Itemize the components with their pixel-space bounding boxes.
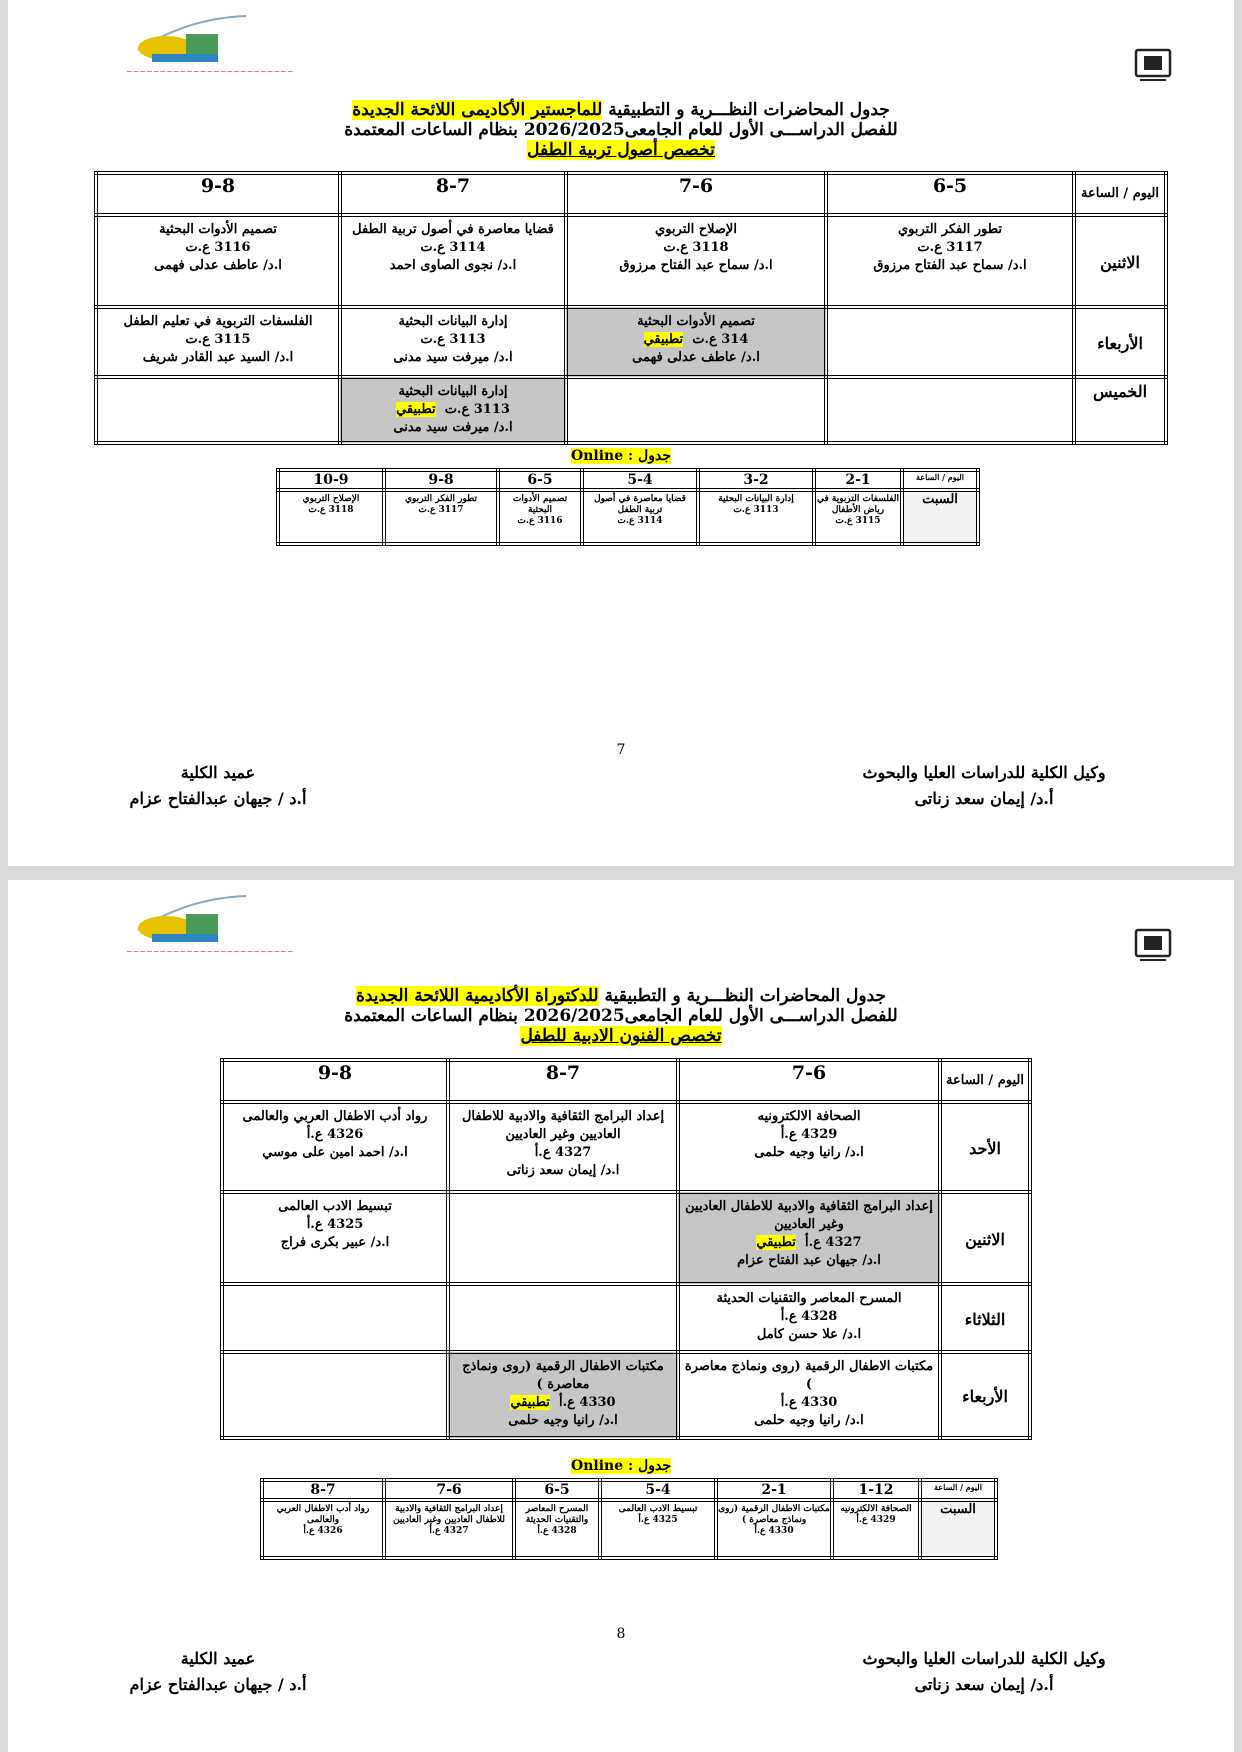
time-header: 1-12 bbox=[832, 1480, 920, 1500]
dean-signature bbox=[108, 1646, 328, 1698]
online-class-cell bbox=[600, 1500, 716, 1558]
signer-title: عميد الكلية bbox=[180, 763, 256, 782]
course-name: تطور الفكر التربوي bbox=[404, 494, 477, 504]
course-name: رواد أدب الاطفال العربي والعالمى bbox=[242, 1109, 428, 1124]
course-code-line bbox=[342, 401, 564, 419]
corner-header: اليوم / الساعة bbox=[940, 1060, 1030, 1102]
time-header: 6-5 bbox=[826, 173, 1074, 215]
time-header: 3-2 bbox=[698, 470, 814, 490]
page-7 bbox=[8, 0, 1234, 866]
title-line-1 bbox=[8, 986, 1234, 1006]
time-header: 9-8 bbox=[96, 173, 340, 215]
course-code: 4327 ع.أ bbox=[429, 1526, 469, 1536]
professor-name: ا.د/ ميرفت سيد مدنى bbox=[393, 420, 513, 435]
online-label-text: جدول : Online bbox=[571, 448, 671, 464]
corner-header: اليوم / الساعة bbox=[920, 1480, 996, 1500]
time-header: 9-8 bbox=[222, 1060, 448, 1102]
title-line-3 bbox=[8, 140, 1234, 160]
professor-name: ا.د/ عاطف عدلى فهمى bbox=[154, 258, 282, 273]
day-cell: الأحد bbox=[940, 1102, 1030, 1192]
course-name: المسرح المعاصر والتقنيات الحديثة bbox=[525, 1504, 589, 1525]
course-name: قضايا معاصرة في أصول تربية الطفل bbox=[594, 494, 686, 515]
title-text: جدول المحاضرات النظـــرية و التطبيقية bbox=[602, 100, 890, 120]
course-code: 4329 ع.أ bbox=[856, 1515, 896, 1525]
course-name: تبسيط الادب العالمى bbox=[278, 1199, 392, 1214]
course-code: 3118 ع.ت bbox=[308, 505, 354, 515]
course-name: إعداد البرامج الثقافية والادبية للاطفال العاديين وغير العاديين bbox=[392, 1504, 506, 1525]
course-code: 3114 ع.ت bbox=[617, 516, 663, 526]
class-cell bbox=[222, 1102, 448, 1192]
empty-cell bbox=[448, 1284, 678, 1352]
course-name: مكتبات الاطفال الرقمية (روى ونماذج معاصرة ) bbox=[462, 1359, 664, 1392]
day-cell: الاثنين bbox=[1074, 215, 1166, 307]
practical-class-cell bbox=[678, 1192, 940, 1284]
online-class-cell bbox=[698, 490, 814, 544]
title-text: جدول المحاضرات النظـــرية و التطبيقية bbox=[598, 986, 887, 1006]
online-schedule-table bbox=[260, 1478, 998, 1560]
course-name: إدارة البيانات البحثية bbox=[398, 314, 508, 329]
online-schedule-table bbox=[276, 468, 980, 546]
course-name: الفلسفات التربوية في تعليم الطفل bbox=[123, 314, 313, 329]
course-code: 4330 ع.أ bbox=[754, 1526, 794, 1536]
class-cell bbox=[678, 1352, 940, 1438]
course-name: إعداد البرامج الثقافية والادبية للاطفال العاديين وغير العاديين bbox=[685, 1199, 933, 1232]
practical-tag: تطبيقي bbox=[643, 332, 684, 347]
class-cell bbox=[678, 1102, 940, 1192]
professor-name: ا.د/ سماح عبد الفتاح مرزوق bbox=[873, 258, 1027, 273]
practical-class-cell bbox=[566, 307, 826, 377]
day-cell: السبت bbox=[902, 490, 978, 544]
class-cell bbox=[96, 307, 340, 377]
title-line-1 bbox=[8, 100, 1234, 120]
course-code: 3114 ع.ت bbox=[420, 240, 486, 255]
course-name: الإصلاح التربوي bbox=[302, 494, 360, 504]
course-name: إعداد البرامج الثقافية والادبية للاطفال العاديين وغير العاديين bbox=[461, 1109, 665, 1142]
university-seal-icon bbox=[1132, 924, 1174, 966]
professor-name: ا.د/ رانيا وجيه حلمى bbox=[508, 1413, 618, 1428]
practical-tag: تطبيقي bbox=[396, 402, 436, 417]
page-title-block bbox=[8, 100, 1234, 160]
schedule-table bbox=[94, 171, 1168, 445]
course-code: 3113 ع.ت bbox=[733, 505, 779, 515]
online-class-cell bbox=[262, 1500, 384, 1558]
empty-cell bbox=[566, 377, 826, 443]
time-header: 7-6 bbox=[678, 1060, 940, 1102]
day-cell: الاثنين bbox=[940, 1192, 1030, 1284]
course-code: 4328 ع.أ bbox=[537, 1526, 577, 1536]
time-header: 9-8 bbox=[384, 470, 498, 490]
time-header: 7-6 bbox=[384, 1480, 514, 1500]
time-header: 6-5 bbox=[498, 470, 582, 490]
signer-name: أ.د / جيهان عبدالفتاح عزام bbox=[129, 1675, 307, 1694]
course-code-line bbox=[680, 1234, 938, 1252]
faculty-logo-icon bbox=[118, 12, 294, 80]
professor-name: ا.د/ نجوى الصاوى احمد bbox=[389, 258, 517, 273]
day-cell: الثلاثاء bbox=[940, 1284, 1030, 1352]
professor-name: ا.د/ السيد عبد القادر شريف bbox=[142, 350, 294, 365]
specialization-title: تخصص الفنون الادبية للطفل bbox=[520, 1026, 722, 1046]
course-name: تطور الفكر التربوي bbox=[897, 222, 1002, 237]
professor-name: ا.د/ ميرفت سيد مدنى bbox=[393, 350, 513, 365]
schedule-table bbox=[220, 1058, 1032, 1440]
course-code: 4330 ع.أ bbox=[559, 1395, 616, 1410]
course-code: 3113 ع.ت bbox=[420, 332, 486, 347]
corner-header: اليوم / الساعة bbox=[902, 470, 978, 490]
time-header: 2-1 bbox=[814, 470, 902, 490]
class-cell bbox=[448, 1102, 678, 1192]
title-line-2: للفصل الدراســـى الأول للعام الجامعى2026/2025 بنظام الساعات المعتمدة bbox=[344, 1006, 898, 1026]
university-seal-icon bbox=[1132, 44, 1174, 86]
course-name: إدارة البيانات البحثية bbox=[398, 384, 508, 399]
vice-dean-signature bbox=[834, 1646, 1134, 1698]
professor-name: ا.د/ عاطف عدلى فهمى bbox=[632, 350, 760, 365]
course-code: 3113 ع.ت bbox=[444, 402, 510, 417]
online-class-cell bbox=[498, 490, 582, 544]
online-class-cell bbox=[716, 1500, 832, 1558]
course-name: تصميم الأدوات البحثية bbox=[512, 494, 568, 515]
class-cell bbox=[222, 1192, 448, 1284]
signer-name: أ.د/ إيمان سعد زناتى bbox=[914, 1675, 1054, 1694]
corner-header: اليوم / الساعة bbox=[1074, 173, 1166, 215]
class-cell bbox=[826, 215, 1074, 307]
time-header: 8-7 bbox=[448, 1060, 678, 1102]
course-code: 3116 ع.ت bbox=[185, 240, 251, 255]
signer-name: أ.د / جيهان عبدالفتاح عزام bbox=[129, 789, 307, 808]
empty-cell bbox=[222, 1284, 448, 1352]
faculty-logo-icon bbox=[118, 892, 294, 960]
course-name: الصحافة الالكترونيه bbox=[840, 1504, 912, 1514]
program-highlight: للماجستير الأكاديمى اللائحة الجديدة bbox=[352, 100, 603, 120]
specialization-title: تخصص أصول تربية الطفل bbox=[527, 140, 715, 160]
signer-name: أ.د/ إيمان سعد زناتى bbox=[914, 789, 1054, 808]
professor-name: ا.د/ علا حسن كامل bbox=[756, 1327, 862, 1342]
day-cell: الأربعاء bbox=[1074, 307, 1166, 377]
professor-name: ا.د/ جيهان عبد الفتاح عزام bbox=[737, 1253, 881, 1268]
course-code: 4325 ع.أ bbox=[638, 1515, 678, 1525]
course-code: 4328 ع.أ bbox=[780, 1309, 838, 1324]
svg-text:~~~~~~~~~~~~~~~~~~~~~~~~~: ~~~~~~~~~~~~~~~~~~~~~~~~~ bbox=[126, 67, 294, 76]
signer-title: عميد الكلية bbox=[180, 1649, 256, 1668]
course-name: الإصلاح التربوي bbox=[655, 222, 737, 237]
online-label-text: جدول : Online bbox=[571, 1458, 671, 1474]
course-code: 314 ع.ت bbox=[692, 332, 749, 347]
course-name: الفلسفات التربوية في رياض الأطفال bbox=[816, 494, 900, 515]
practical-tag: تطبيقي bbox=[510, 1395, 550, 1410]
empty-cell bbox=[826, 307, 1074, 377]
course-code: 4326 ع.أ bbox=[306, 1127, 364, 1142]
class-cell bbox=[678, 1284, 940, 1352]
professor-name: ا.د/ عبير بكرى فراج bbox=[280, 1235, 390, 1250]
course-code-line bbox=[568, 331, 824, 349]
course-code: 4325 ع.أ bbox=[306, 1217, 364, 1232]
professor-name: ا.د/ رانيا وجيه حلمى bbox=[754, 1145, 864, 1160]
title-line-3 bbox=[8, 1026, 1234, 1046]
course-code: 4326 ع.أ bbox=[303, 1526, 343, 1536]
page-title-block bbox=[8, 986, 1234, 1046]
online-class-cell bbox=[278, 490, 384, 544]
course-code: 3117 ع.ت bbox=[418, 505, 464, 515]
course-code-line bbox=[450, 1394, 676, 1412]
course-code: 4327 ع.أ bbox=[805, 1235, 862, 1250]
course-name: المسرح المعاصر والتقنيات الحديثة bbox=[716, 1291, 902, 1306]
page-number: 8 bbox=[616, 1626, 626, 1642]
empty-cell bbox=[826, 377, 1074, 443]
online-class-cell bbox=[384, 1500, 514, 1558]
course-code: 3116 ع.ت bbox=[517, 516, 563, 526]
course-name: مكتبات الاطفال الرقمية (روى ونماذج معاصرة ) bbox=[684, 1359, 934, 1392]
page-number: 7 bbox=[616, 742, 626, 758]
online-label bbox=[8, 448, 1234, 464]
page-8 bbox=[8, 880, 1234, 1752]
class-cell bbox=[340, 215, 566, 307]
time-header: 7-6 bbox=[566, 173, 826, 215]
course-code: 3115 ع.ت bbox=[835, 516, 881, 526]
time-header: 5-4 bbox=[600, 1480, 716, 1500]
course-name: تصميم الأدوات البحثية bbox=[637, 314, 755, 329]
professor-name: ا.د/ سماح عبد الفتاح مرزوق bbox=[619, 258, 773, 273]
time-header: 8-7 bbox=[340, 173, 566, 215]
time-header: 8-7 bbox=[262, 1480, 384, 1500]
course-name: مكتبات الاطفال الرقمية (روى ونماذج معاصرة ) bbox=[718, 1504, 830, 1525]
time-header: 5-4 bbox=[582, 470, 698, 490]
signer-title: وكيل الكلية للدراسات العليا والبحوث bbox=[862, 763, 1106, 782]
vice-dean-signature bbox=[834, 760, 1134, 812]
course-name: تصميم الأدوات البحثية bbox=[159, 222, 277, 237]
online-class-cell bbox=[514, 1500, 600, 1558]
day-cell: الأربعاء bbox=[940, 1352, 1030, 1438]
course-code: 4330 ع.أ bbox=[780, 1395, 838, 1410]
course-code: 4327 ع.أ bbox=[534, 1145, 592, 1160]
course-code: 3118 ع.ت bbox=[663, 240, 729, 255]
empty-cell bbox=[448, 1192, 678, 1284]
course-code: 3117 ع.ت bbox=[917, 240, 983, 255]
signer-title: وكيل الكلية للدراسات العليا والبحوث bbox=[862, 1649, 1106, 1668]
practical-class-cell bbox=[340, 377, 566, 443]
day-cell: الخميس bbox=[1074, 377, 1166, 443]
empty-cell bbox=[96, 377, 340, 443]
class-cell bbox=[566, 215, 826, 307]
course-name: إدارة البيانات البحثية bbox=[718, 494, 794, 504]
program-highlight: للدكتوراة الأكاديمية اللائحة الجديدة bbox=[355, 986, 599, 1006]
time-header: 10-9 bbox=[278, 470, 384, 490]
class-cell bbox=[96, 215, 340, 307]
time-header: 6-5 bbox=[514, 1480, 600, 1500]
online-class-cell bbox=[832, 1500, 920, 1558]
svg-text:~~~~~~~~~~~~~~~~~~~~~~~~~: ~~~~~~~~~~~~~~~~~~~~~~~~~ bbox=[126, 947, 294, 956]
day-cell: السبت bbox=[920, 1500, 996, 1558]
title-line-2: للفصل الدراســـى الأول للعام الجامعى2026/2025 بنظام الساعات المعتمدة bbox=[344, 120, 898, 140]
online-label bbox=[8, 1458, 1234, 1474]
practical-tag: تطبيقي bbox=[756, 1235, 796, 1250]
course-name: رواد أدب الاطفال العربي والعالمى bbox=[276, 1504, 370, 1525]
professor-name: ا.د/ احمد امين على موسي bbox=[262, 1145, 408, 1160]
course-name: الصحافة الالكترونيه bbox=[757, 1109, 861, 1124]
dean-signature bbox=[108, 760, 328, 812]
course-code: 4329 ع.أ bbox=[780, 1127, 838, 1142]
professor-name: ا.د/ رانيا وجيه حلمى bbox=[754, 1413, 864, 1428]
online-class-cell bbox=[384, 490, 498, 544]
empty-cell bbox=[222, 1352, 448, 1438]
course-name: قضايا معاصرة في أصول تربية الطفل bbox=[352, 222, 554, 237]
course-code: 3115 ع.ت bbox=[185, 332, 251, 347]
course-name: تبسيط الادب العالمى bbox=[618, 1504, 698, 1514]
professor-name: ا.د/ إيمان سعد زناتى bbox=[506, 1163, 620, 1178]
online-class-cell bbox=[582, 490, 698, 544]
class-cell bbox=[340, 307, 566, 377]
practical-class-cell bbox=[448, 1352, 678, 1438]
online-class-cell bbox=[814, 490, 902, 544]
time-header: 2-1 bbox=[716, 1480, 832, 1500]
